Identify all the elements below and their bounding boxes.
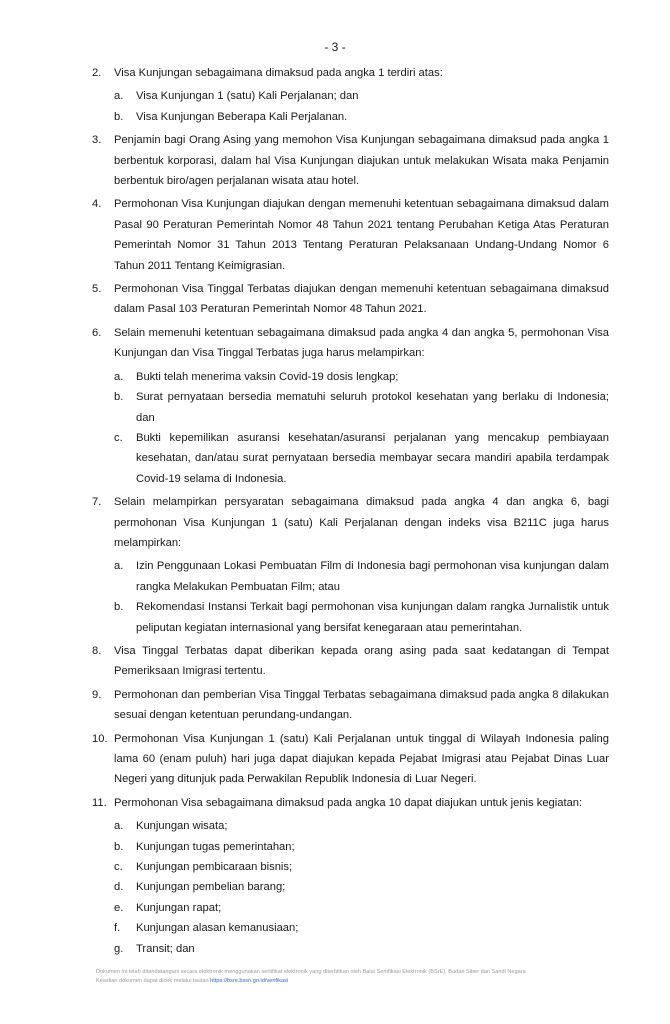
sub-item: [114, 898, 609, 918]
numbered-item: [92, 793, 609, 959]
sub-item-letter: a.: [114, 370, 124, 383]
sub-item-letter: b.: [114, 110, 124, 123]
numbered-item: [92, 685, 609, 726]
sub-item: [114, 387, 609, 428]
footer-line-1: Dokumen ini telah ditandatangani secara elektronik menggunakan sertifikat elektronik yang diterbitkan oleh Balai Sertifikasi Elektronik (BSrE), Badan Siber dan Sandi Negara: [96, 969, 526, 975]
item-text: Permohonan dan pemberian Visa Tinggal Terbatas sebagaimana dimaksud pada angka 8 dilakukan sesuai dengan ketentuan perundang-undangan.: [114, 688, 609, 722]
item-number: 8.: [92, 644, 102, 657]
sub-item: [114, 816, 609, 836]
item-text: Permohonan Visa Kunjungan 1 (satu) Kali Perjalanan untuk tinggal di Wilayah Indonesia paling lama 60 (enam puluh) hari juga dapat diajukan kepada Pejabat Imigrasi atau Pejabat Dinas Luar Negeri yang ditunjuk pada Perwakilan Republik Indonesia di Luar Negeri.: [114, 732, 609, 786]
sub-item-letter: a.: [114, 90, 124, 103]
item-text: Penjamin bagi Orang Asing yang memohon Visa Kunjungan sebagaimana dimaksud pada angka 1 berbentuk korporasi, dalam hal Visa Kunjungan diajukan untuk melakukan Wisata maka Penjamin berbentuk biro/agen perjalanan wisata atau hotel.: [114, 134, 609, 188]
sub-item-letter: a.: [114, 820, 124, 833]
numbered-item: [92, 279, 609, 320]
sub-item-letter: d.: [114, 881, 124, 894]
numbered-item: [92, 323, 609, 489]
item-number: 9.: [92, 688, 102, 701]
sub-item-text: Bukti telah menerima vaksin Covid-19 dosis lengkap;: [136, 370, 399, 383]
sub-item-letter: c.: [114, 431, 123, 444]
numbered-item: [92, 63, 609, 127]
item-text: Selain melampirkan persyaratan sebagaimana dimaksud pada angka 4 dan angka 6, bagi permohonan Visa Kunjungan 1 (satu) Kali Perjalanan dengan indeks visa B211C juga harus melampirkan:: [114, 496, 609, 549]
sub-item-text: Kunjungan tugas pemerintahan;: [136, 840, 295, 853]
item-text: Visa Tinggal Terbatas dapat diberikan kepada orang asing pada saat kedatangan di Tempat Pemeriksaan Imigrasi tertentu.: [114, 644, 609, 678]
item-text: Permohonan Visa sebagaimana dimaksud pada angka 10 dapat diajukan untuk jenis kegiatan:: [114, 796, 583, 809]
sub-item-text: Rekomendasi Instansi Terkait bagi permohonan visa kunjungan dalam rangka Jurnalistik untuk peliputan kegiatan internasional yang bersifat kenegaraan atau pemerintahan.: [136, 601, 609, 634]
item-number: 7.: [92, 496, 102, 509]
item-number: 6.: [92, 326, 102, 339]
sub-item-text: Kunjungan wisata;: [136, 820, 228, 833]
sub-item-text: Surat pernyataan bersedia mematuhi seluruh protokol kesehatan yang berlaku di Indonesia; dan: [136, 391, 609, 424]
sub-item-letter: b.: [114, 391, 124, 404]
sub-item: [114, 837, 609, 857]
item-number: 11.: [92, 796, 107, 809]
sub-item-text: Visa Kunjungan 1 (satu) Kali Perjalanan; dan: [136, 90, 359, 103]
sub-item: [114, 939, 609, 959]
verification-link[interactable]: https://bsre.bssn.go.id/verifikasi: [210, 978, 289, 984]
sub-item-letter: f.: [114, 922, 121, 935]
item-text: Visa Kunjungan sebagaimana dimaksud pada angka 1 terdiri atas:: [114, 67, 443, 79]
footer-note: [96, 968, 636, 986]
sub-item-text: Bukti kepemilikan asuransi kesehatan/asuransi perjalanan yang mencakup pembiayaan kesehatan, dan/atau surat pernyataan bersedia membayar secara mandiri apabila terdampak Covid-19 selama di Indonesia.: [136, 431, 609, 485]
sub-item: [114, 107, 609, 127]
sub-item: [114, 918, 609, 938]
sub-item-text: Transit; dan: [136, 942, 195, 955]
item-text: Permohonan Visa Kunjungan diajukan dengan memenuhi ketentuan sebagaimana dimaksud dalam Pasal 90 Peraturan Pemerintah Nomor 48 Tahun 2021 tentang Perubahan Ketiga Atas Peraturan Pemerintah Nomor 31 Tahun 2013 Tentang Peraturan Pelaksanaan Undang-Undang Nomor 6 Tahun 2011 Tentang Keimigrasian.: [114, 198, 609, 272]
numbered-item: [92, 641, 609, 682]
sub-item-text: Kunjungan alasan kemanusiaan;: [136, 922, 299, 935]
item-text: Permohonan Visa Tinggal Terbatas diajukan dengan memenuhi ketentuan sebagaimana dimaksud dalam Pasal 103 Peraturan Pemerintah Nomor 48 Tahun 2021.: [114, 283, 609, 316]
sub-item-letter: b.: [114, 601, 124, 614]
sub-item: [114, 877, 609, 897]
footer-line-2: Keaslian dokumen dapat dicek melalui tautan https://bsre.bssn.go.id/verifikasi: [96, 978, 289, 984]
sub-item-text: Izin Penggunaan Lokasi Pembuatan Film di Indonesia bagi permohonan visa kunjungan dalam rangka Melakukan Pembuatan Film; atau: [136, 560, 609, 593]
sub-item-letter: g.: [114, 942, 124, 955]
sub-item-text: Kunjungan pembelian barang;: [136, 881, 286, 894]
numbered-item: [92, 729, 609, 790]
document-body: [92, 63, 609, 962]
sub-item: [114, 86, 609, 106]
item-number: 10.: [92, 732, 108, 745]
sub-item: [114, 428, 609, 489]
item-text: Selain memenuhi ketentuan sebagaimana dimaksud pada angka 4 dan angka 5, permohonan Visa Kunjungan dan Visa Tinggal Terbatas juga harus melampirkan:: [114, 326, 609, 360]
numbered-item: [92, 194, 609, 276]
sub-item: [114, 556, 609, 597]
numbered-item: [92, 492, 609, 638]
sub-item: [114, 367, 609, 387]
sub-item-text: Visa Kunjungan Beberapa Kali Perjalanan.: [136, 110, 348, 123]
page-number: - 3 -: [324, 40, 346, 54]
item-number: 4.: [92, 198, 102, 211]
sub-item-text: Kunjungan rapat;: [136, 901, 222, 914]
sub-item-letter: e.: [114, 901, 124, 914]
sub-item-letter: a.: [114, 560, 124, 573]
item-number: 3.: [92, 134, 102, 147]
sub-item: [114, 857, 609, 877]
numbered-item: [92, 130, 609, 191]
item-number: 2.: [92, 67, 102, 79]
sub-item-letter: b.: [114, 840, 124, 853]
sub-item-letter: c.: [114, 861, 123, 874]
sub-item-text: Kunjungan pembicaraan bisnis;: [136, 861, 293, 874]
sub-item: [114, 597, 609, 638]
item-number: 5.: [92, 283, 102, 296]
